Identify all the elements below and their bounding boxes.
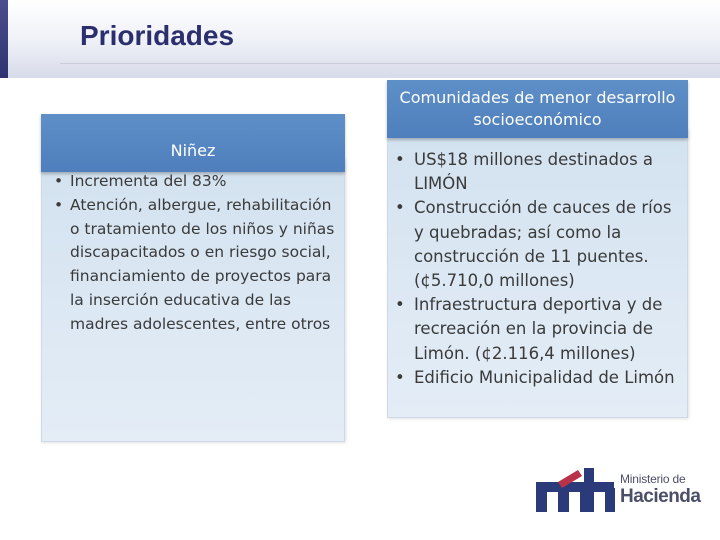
logo-wordmark	[620, 473, 700, 506]
slide-title: Prioridades	[80, 20, 235, 51]
list-item: • Edificio Municipalidad de Limón	[414, 366, 686, 390]
list-item: • Construcción de cauces de ríos y quebradas; así como la construcción de 11 puentes. (¢5.710,0 millones)	[414, 196, 686, 293]
title-accent-bar	[0, 0, 8, 78]
logo-line1: Ministerio de	[620, 472, 686, 486]
list-item: • Atención, albergue, rehabilitación o tratamiento de los niños y niñas discapacitados o en riesgo social, financiamiento de proyectos para la inserción educativa de las madres adolescentes, entre otros	[70, 194, 340, 337]
comunidades-header-label: Comunidades de menor desarrollo socioeconómico	[399, 88, 676, 129]
logo-line2: Hacienda	[620, 486, 701, 507]
comunidades-header	[387, 80, 688, 138]
comunidades-list	[414, 148, 686, 390]
list-item: • Incrementa del 83%	[70, 170, 340, 194]
title-divider	[60, 63, 720, 64]
ninez-header-label: Niñez	[170, 140, 216, 160]
ninez-header	[41, 114, 345, 172]
list-item: • Infraestructura deportiva y de recreación en la provincia de Limón. (¢2.116,4 millones)	[414, 293, 686, 366]
ninez-list	[70, 170, 340, 337]
list-item: • US$18 millones destinados a LIMÓN	[414, 148, 686, 196]
